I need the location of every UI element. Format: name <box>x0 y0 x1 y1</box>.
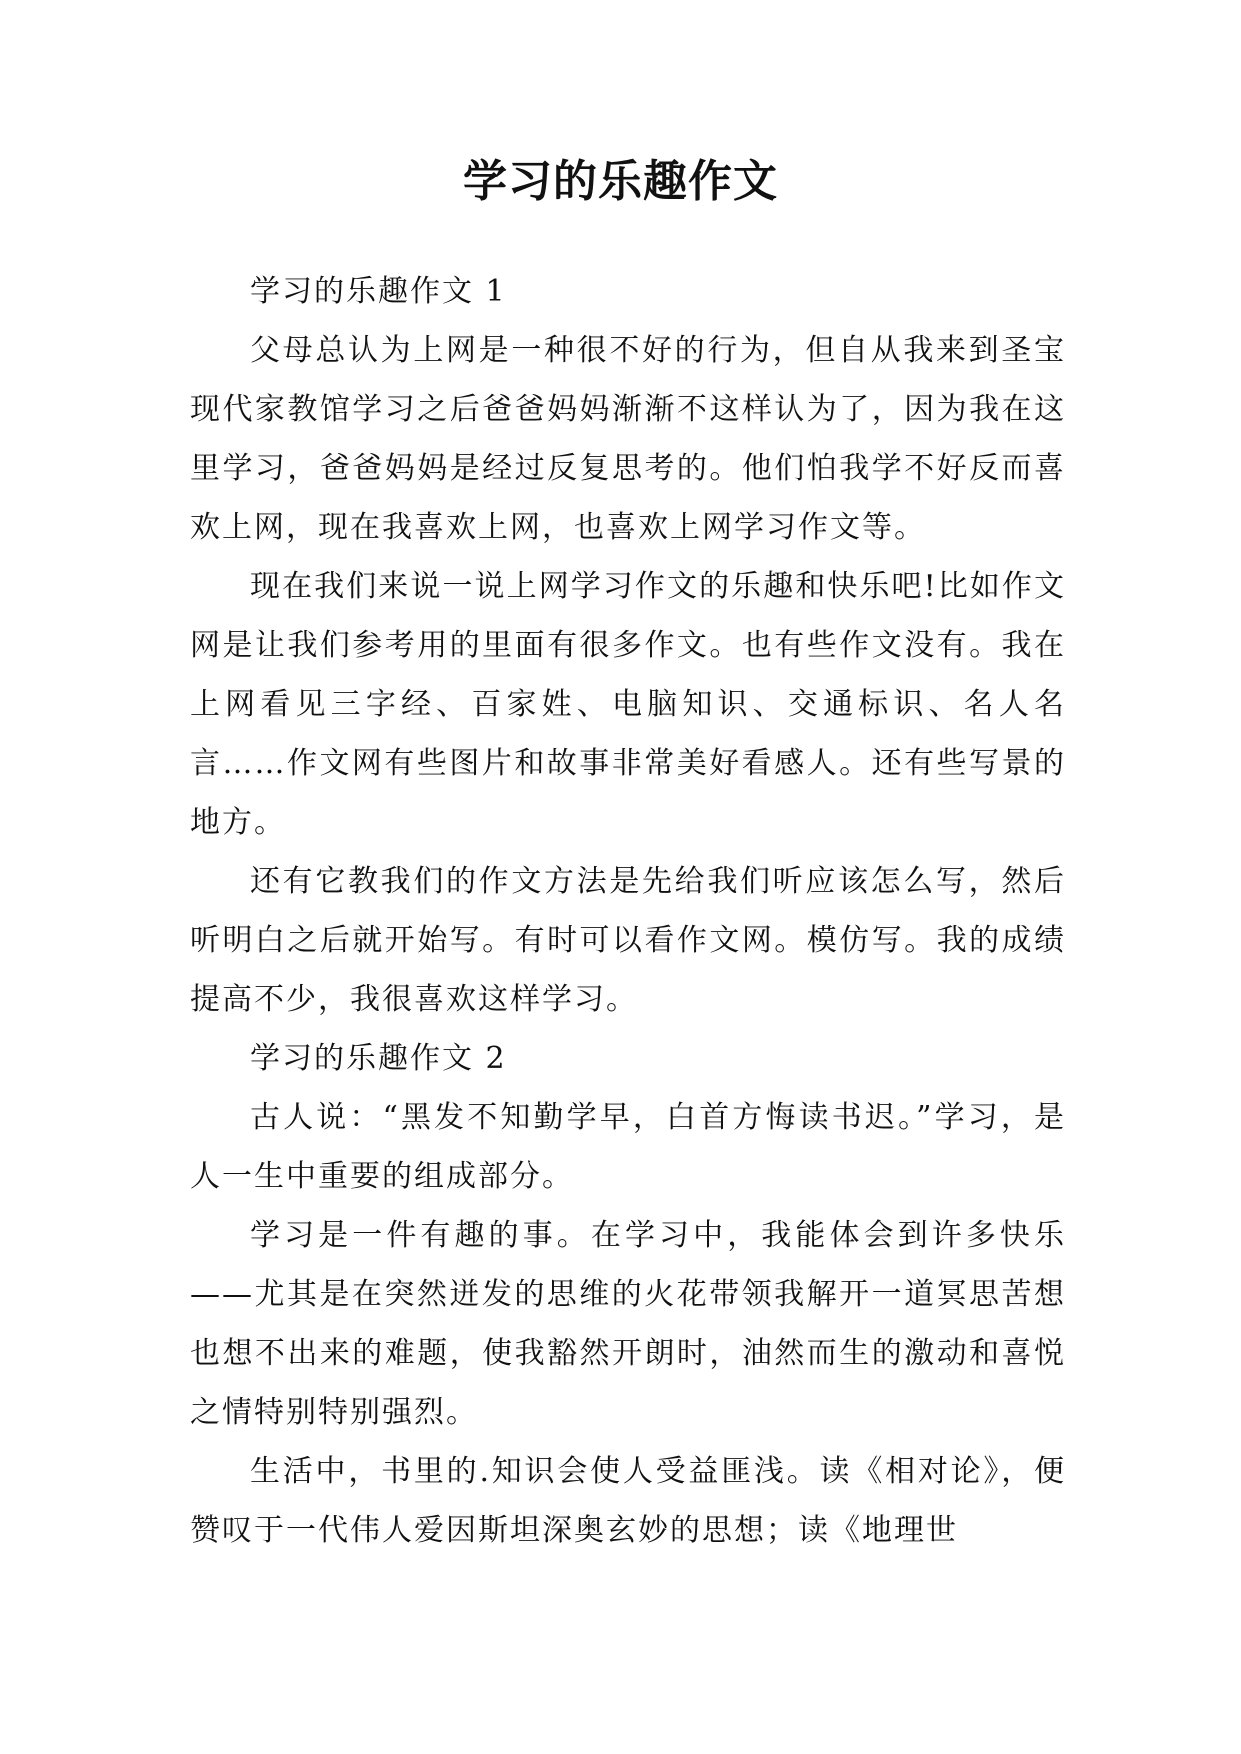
paragraph: 古人说：“黑发不知勤学早，白首方悔读书迟。”学习，是人一生中重要的组成部分。 <box>190 1100 1066 1194</box>
document-title: 学习的乐趣作文 <box>463 156 778 207</box>
section-heading: 学习的乐趣作文 1 <box>250 274 507 309</box>
section-heading: 学习的乐趣作文 2 <box>250 1041 507 1076</box>
paragraph: 还有它教我们的作文方法是先给我们听应该怎么写，然后听明白之后就开始写。有时可以看作文网。模仿写。我的成绩提高不少，我很喜欢这样学习。 <box>190 864 1066 1017</box>
paragraph: 生活中，书里的.知识会使人受益匪浅。读《相对论》，便赞叹于一代伟人爱因斯坦深奥玄妙的思想；读《地理世 <box>190 1454 1066 1548</box>
paragraph: 父母总认为上网是一种很不好的行为，但自从我来到圣宝现代家教馆学习之后爸爸妈妈渐渐不这样认为了，因为我在这里学习，爸爸妈妈是经过反复思考的。他们怕我学不好反而喜欢上网，现在我喜欢上网，也喜欢上网学习作文等。 <box>190 333 1066 545</box>
paragraph: 现在我们来说一说上网学习作文的乐趣和快乐吧!比如作文网是让我们参考用的里面有很多作文。也有些作文没有。我在上网看见三字经、百家姓、电脑知识、交通标识、名人名言……作文网有些图片和故事非常美好看感人。还有些写景的地方。 <box>190 569 1066 840</box>
document-body <box>190 262 1066 1560</box>
paragraph: 学习是一件有趣的事。在学习中，我能体会到许多快乐——尤其是在突然迸发的思维的火花带领我解开一道冥思苦想也想不出来的难题，使我豁然开朗时，油然而生的激动和喜悦之情特别特别强烈。 <box>190 1218 1066 1430</box>
